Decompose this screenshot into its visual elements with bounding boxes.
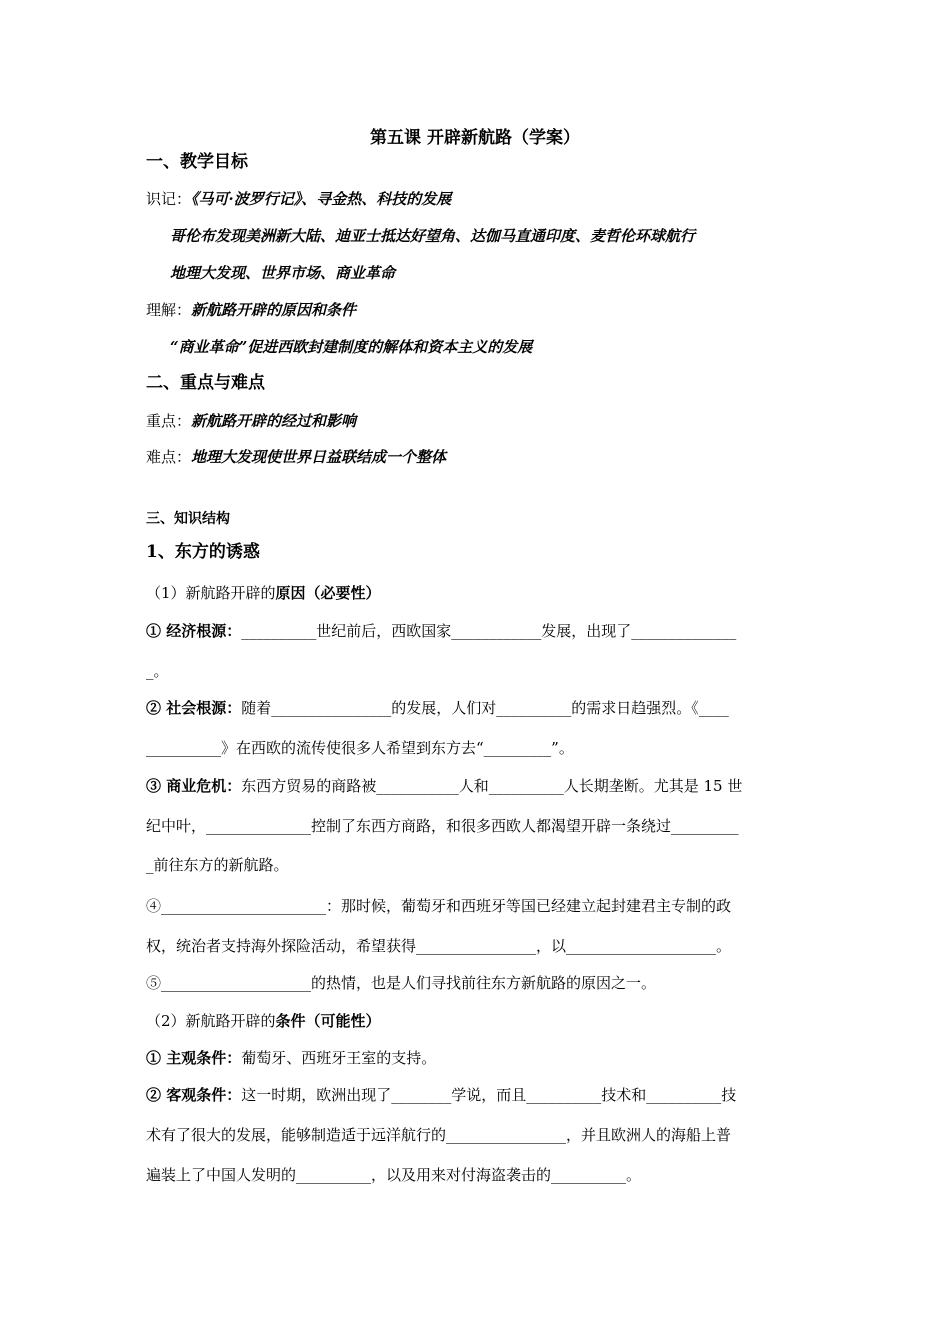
objective-text-2: 术有了很大的发展，能够制造适于远洋航行的________________，并且欧洲人的海船上普: [146, 1126, 732, 1144]
subjective-line: [146, 1048, 808, 1068]
key-text: 新航路开辟的经过和影响: [191, 412, 357, 430]
item4-text-2: 权，统治者支持海外探险活动，希望获得________________，以____________________。: [146, 937, 732, 955]
recall-label: 识记：: [146, 190, 192, 208]
recall-text-3: 地理大发现、世界市场、商业革命: [170, 264, 396, 282]
condition-prefix: （2）新航路开辟的: [146, 1012, 276, 1030]
subjective-text: 葡萄牙、西班牙王室的支持。: [241, 1049, 437, 1067]
difficult-text: 地理大发现使世界日益联结成一个整体: [191, 448, 447, 466]
recall-line-1: [146, 189, 808, 209]
trade-text-2: 纪中叶，______________控制了东西方商路，和很多西欧人都渴望开辟一条绕过_________: [146, 817, 739, 835]
recall-text-2: 哥伦布发现美洲新大陆、迪亚士抵达好望角、达伽马直通印度、麦哲伦环球航行: [170, 227, 696, 245]
reason-bold: 原因（必要性）: [275, 584, 381, 602]
understand-line-1: [146, 300, 808, 320]
social-text-2: __________》在西欧的流传使很多人希望到东方去“_________”。: [146, 739, 574, 757]
social-text-1: 随着________________的发展，人们对__________的需求日趋强烈。《____: [241, 699, 729, 717]
condition-heading: [146, 1011, 808, 1031]
reason-heading: [146, 583, 808, 603]
item5-text-1: ⑤____________________的热情，也是人们寻找前往东方新航路的原因之一。: [146, 974, 657, 992]
econ-text-1: __________世纪前后，西欧国家____________发展，出现了______________: [241, 622, 737, 640]
key-point-line: [146, 411, 808, 431]
objective-label: ② 客观条件：: [146, 1086, 242, 1104]
page-title: 第五课 开辟新航路（学案）: [370, 128, 580, 148]
trade-label: ③ 商业危机：: [146, 777, 242, 795]
understand-label: 理解：: [146, 301, 192, 319]
difficult-label: 难点：: [146, 448, 192, 466]
econ-label: ① 经济根源：: [146, 622, 242, 640]
econ-text-2: _。: [146, 662, 169, 680]
section-heading-objectives: 一、教学目标: [146, 152, 248, 172]
objective-text-1: 这一时期，欧洲出现了________学说，而且__________技术和__________技: [241, 1086, 737, 1104]
social-line-1: [146, 698, 808, 718]
item4-text-1: ④______________________：那时候，葡萄牙和西班牙等国已经建立起封建君主专制的政: [146, 897, 732, 915]
section-heading-key-points: 二、重点与难点: [146, 373, 265, 393]
econ-line-1: [146, 621, 808, 641]
key-label: 重点：: [146, 412, 192, 430]
trade-line-1: [146, 776, 808, 796]
reason-prefix: （1）新航路开辟的: [146, 584, 276, 602]
social-label: ② 社会根源：: [146, 699, 242, 717]
difficult-point-line: [146, 447, 808, 467]
subsection-heading-east: 1、东方的诱惑: [146, 542, 260, 562]
subjective-label: ① 主观条件：: [146, 1049, 242, 1067]
objective-line-1: [146, 1085, 808, 1105]
recall-text-1: 《马可·波罗行记》、寻金热、科技的发展: [191, 190, 452, 208]
condition-bold: 条件（可能性）: [275, 1012, 381, 1030]
section-heading-knowledge: 三、知识结构: [146, 511, 230, 527]
trade-text-3: _前往东方的新航路。: [146, 856, 289, 874]
objective-text-3: 遍装上了中国人发明的__________，以及用来对付海盗袭击的__________。: [146, 1166, 642, 1184]
understand-text-2: “商业革命”促进西欧封建制度的解体和资本主义的发展: [170, 338, 533, 356]
trade-text-1: 东西方贸易的商路被___________人和__________人长期垄断。尤其是 15 世: [241, 777, 743, 795]
understand-text-1: 新航路开辟的原因和条件: [191, 301, 357, 319]
